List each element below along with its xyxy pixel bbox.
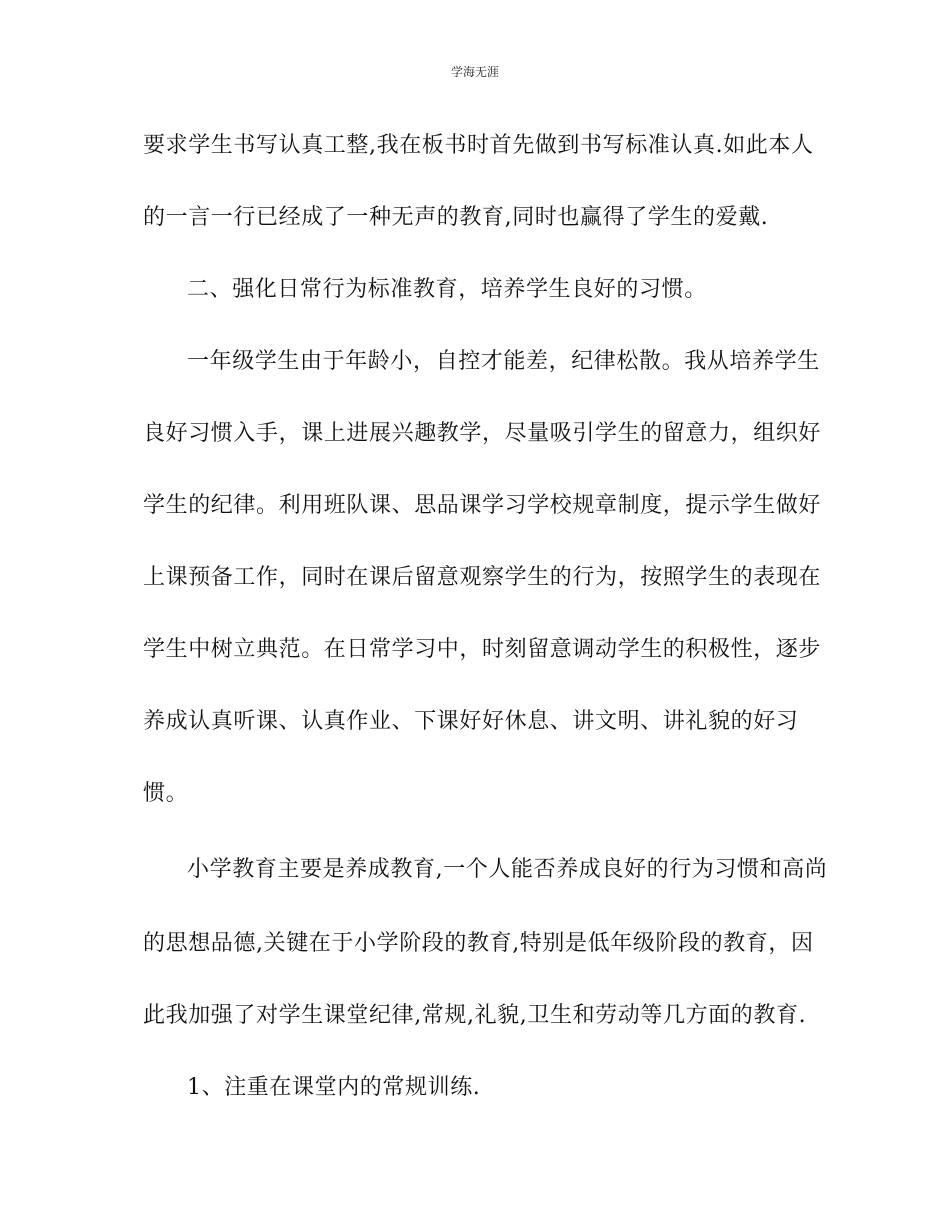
body-line-10: 惯。	[143, 781, 189, 806]
list-item-heading: 1、注重在课堂内的常规训练.	[187, 1075, 481, 1100]
page-header: 学海无涯	[450, 65, 499, 79]
body-line-5: 良好习惯入手，课上进展兴趣教学，尽量吸引学生的留意力，组织好	[143, 421, 822, 446]
body-line-1: 要求学生书写认真工整,我在板书时首先做到书写标准认真.如此本人	[143, 133, 814, 158]
body-line-4: 一年级学生由于年龄小，自控才能差，纪律松散。我从培养学生	[187, 349, 820, 374]
body-line-6: 学生的纪律。利用班队课、思品课学习学校规章制度，提示学生做好	[143, 493, 822, 518]
body-line-13: 此我加强了对学生课堂纪律,常规,礼貌,卫生和劳动等几方面的教育.	[143, 1003, 807, 1028]
section-heading: 二、强化日常行为标准教育，培养学生良好的习惯。	[187, 277, 707, 302]
body-line-8: 学生中树立典范。在日常学习中，时刻留意调动学生的积极性，逐步	[143, 637, 822, 662]
body-line-11: 小学教育主要是养成教育,一个人能否养成良好的行为习惯和高尚	[187, 857, 828, 882]
body-line-12: 的思想品德,关键在于小学阶段的教育,特别是低年级阶段的教育，因	[143, 931, 814, 956]
body-line-9: 养成认真听课、认真作业、下课好好休息、讲文明、讲礼貌的好习	[143, 709, 799, 734]
body-line-7: 上课预备工作，同时在课后留意观察学生的行为，按照学生的表现在	[143, 565, 822, 590]
body-line-2: 的一言一行已经成了一种无声的教育,同时也赢得了学生的爱戴.	[143, 205, 769, 230]
